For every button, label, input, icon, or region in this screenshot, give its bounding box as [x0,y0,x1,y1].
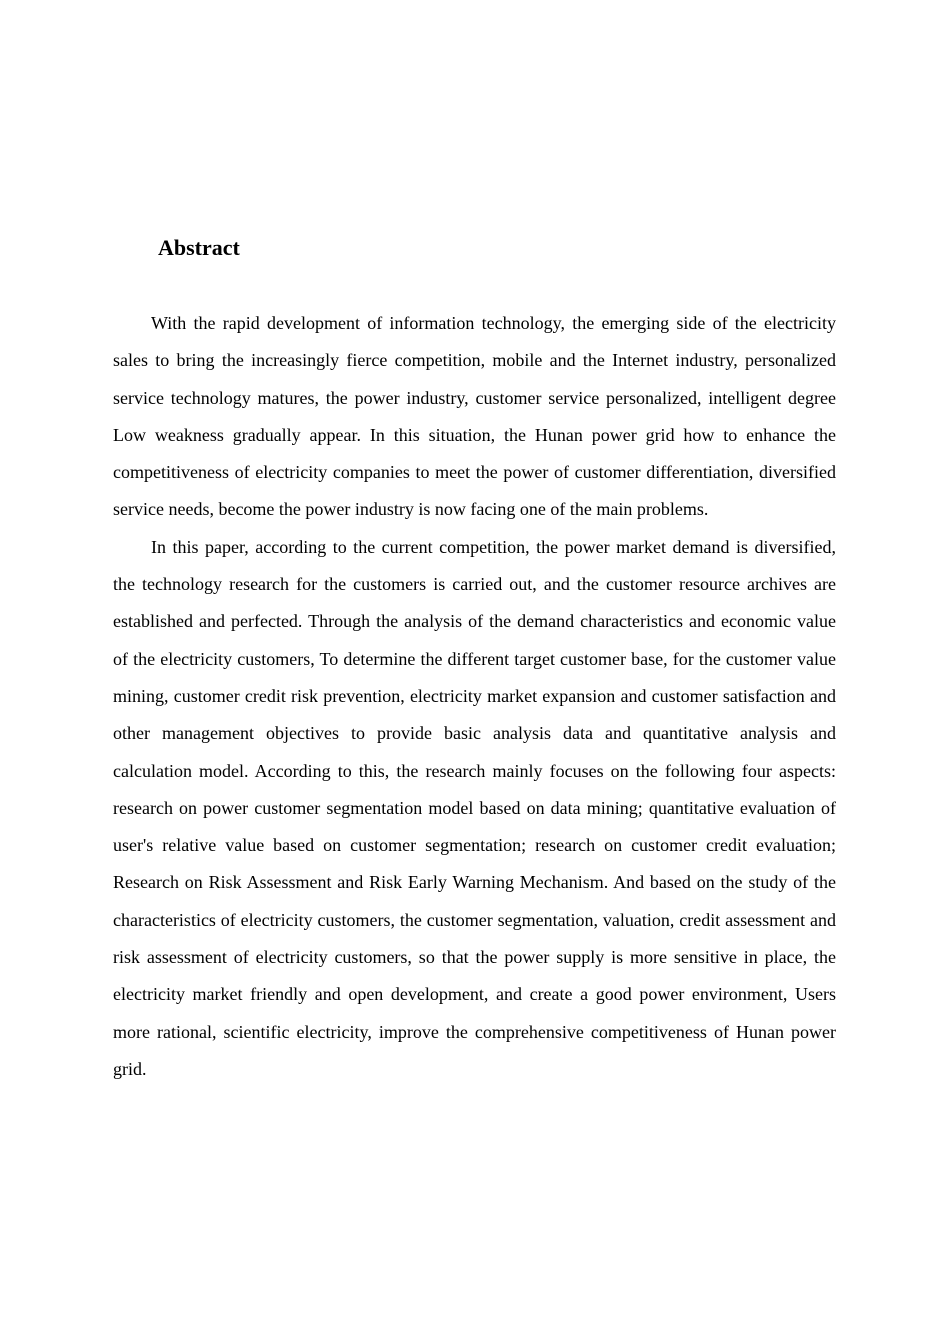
abstract-heading: Abstract [158,235,240,260]
abstract-paragraph-1: With the rapid development of information technology, the emerging side of the electricity sales to bring the increasingly fierce competition, mobile and the Internet industry, personalized service technology matures, the power industry, customer service personalized, intelligent degree Low weakness gradually appear. In this situation, the Hunan power grid how to enhance the competitiveness of electricity companies to meet the power of customer differentiation, diversified service needs, become the power industry is now facing one of the main problems. [113,313,836,520]
abstract-body [113,305,836,1088]
abstract-paragraph-2: In this paper, according to the current competition, the power market demand is diversified, the technology research for the customers is carried out, and the customer resource archives are established and perfected. Through the analysis of the demand characteristics and economic value of the electricity customers, To determine the different target customer base, for the customer value mining, customer credit risk prevention, electricity market expansion and customer satisfaction and other management objectives to provide basic analysis data and quantitative analysis and calculation model. According to this, the research mainly focuses on the following four aspects: research on power customer segmentation model based on data mining; quantitative evaluation of user's relative value based on customer segmentation; research on customer credit evaluation; Research on Risk Assessment and Risk Early Warning Mechanism. And based on the study of the characteristics of electricity customers, the customer segmentation, valuation, credit assessment and risk assessment of electricity customers, so that the power supply is more sensitive in place, the electricity market friendly and open development, and create a good power environment, Users more rational, scientific electricity, improve the comprehensive competitiveness of Hunan power grid. [113,536,836,1079]
